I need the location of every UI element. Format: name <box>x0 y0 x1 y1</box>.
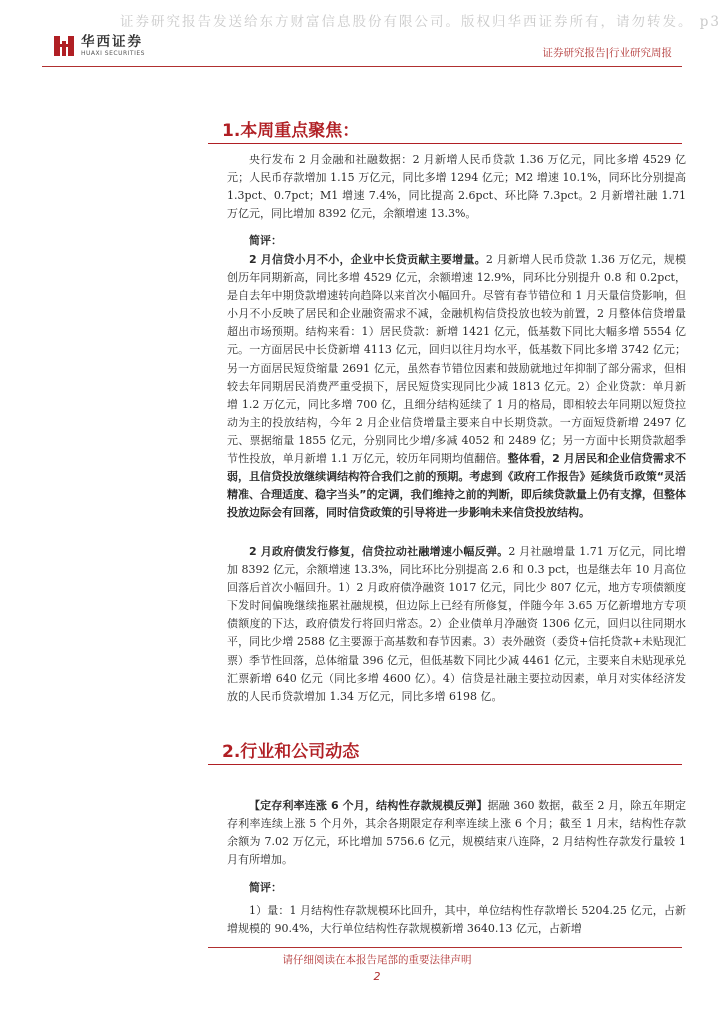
footer-divider <box>208 947 682 948</box>
section-1-title: 1.本周重点聚焦： <box>222 121 360 141</box>
header-divider <box>42 66 682 67</box>
section-1-rule <box>208 143 682 144</box>
company-logo <box>53 34 145 58</box>
paragraph-2-body: 2 月社融增量 1.71 万亿元，同比增加 8392 亿元，余额增速 13.3%，同比环比分别提高 2.6 和 0.3 pct，也是继去年 10 月高位回落后首次小幅回升。1）2 月政府债净融资 1017 亿元，同比少 807 亿元，地方专项债额度下发时间偏晚继续拖累社融规模，但边际上已经有所修复，伴随今年 3.65 万亿新增地方专项债额度的下达，政府债发行将回归常态。2）企业债单月净融资 1306 亿元，回归以往同期水平，同比少增 2588 亿主要源于高基数和春节因素。3）表外融资（委贷+信托贷款+未贴现汇票）季节性回落，总体缩量 396 亿元，但低基数下同比少减 4461 亿元，主要来自未贴现承兑汇票新增 640 亿元（同比多增 4600 亿）。4）信贷是社融主要拉动因素，单月对实体经济发放的人民币贷款增加 1.34 万亿元，同比多增 6198 亿。 <box>227 545 687 703</box>
watermark: 证券研究报告发送给东方财富信息股份有限公司。版权归华西证券所有，请勿转发。 p3 <box>120 14 722 30</box>
huaxi-logo-icon <box>53 35 75 57</box>
news-item <box>227 797 686 869</box>
section-1-paragraph-1 <box>227 251 686 522</box>
paragraph-1-body: 2 月新增人民币贷款 1.36 万亿元，规模创历年同期新高，同比多增 4529 亿元，余额增速 12.9%，同环比分别提升 0.8 和 0.2pct，是自去年中期贷款增速转向趋降以来首次小幅回升。尽管有春节错位和 1 月天量信贷影响，但小月不小反映了居民和企业融资需求不减，金融机构信贷投放也较为前置，2 月整体信贷增量超出市场预期。结构来看：1）居民贷款：新增 1421 亿元，低基数下同比大幅多增 5554 亿元。一方面居民中长贷新增 4113 亿元，回归以往月均水平，低基数下同比多增 3742 亿元；另一方面居民短贷缩量 2691 亿元，虽然春节错位因素和鼓励就地过年抑制了部分需求，但相较去年同期居民消费严重受损下，居民短贷实现同比少减 1813 亿元。2）企业贷款：单月新增 1.2 万亿元，同比多增 700 亿，且细分结构延续了 1 月的格局，即相较去年同期以短贷拉动为主的投放结构，今年 2 月企业信贷增量主要来自中长期贷款。一方面短贷新增 2497 亿元、票据缩量 1855 亿元，分别同比少增/多减 4052 和 2489 亿；另一方面中长期贷款超季节性投放，单月新增 1.1 万亿元，较历年同期均值翻倍。 <box>227 253 687 466</box>
report-type: 证券研究报告|行业研究周报 <box>542 47 672 59</box>
legal-notice: 请仔细阅读在本报告尾部的重要法律声明 <box>282 954 472 966</box>
logo-name-cn: 华西证券 <box>81 34 143 50</box>
news-body: 据融 360 数据，截至 2 月，除五年期定存利率连续上涨 5 个月外，其余各期限定存利率连续上涨 6 个月；截至 1 月末，结构性存款余额为 7.02 万亿元，环比增加 5756.6 亿元，规模结束八连降，2 月结构性存款发行量较 1 月有所增加。 <box>227 799 686 867</box>
section-2-title: 2.行业和公司动态 <box>222 742 360 762</box>
section-1-paragraph-2 <box>227 543 686 706</box>
comment-label-2: 简评： <box>249 881 282 894</box>
comment-label-1: 简评： <box>249 234 282 247</box>
section-1-intro: 央行发布 2 月金融和社融数据：2 月新增人民币贷款 1.36 万亿元，同比多增 4529 亿元；人民币存款增加 1.15 万亿元，同比多增 1294 亿元；M2 增速 10.1%，同环比分别提高 1.3pct、0.7pct；M1 增速 7.4%，同比提高 2.6pct、环比降 7.3pct。2 月新增社融 1.71 万亿元，同比增加 8392 亿元，余额增速 13.3%。 <box>227 153 686 221</box>
section-2-rule <box>208 764 682 765</box>
paragraph-2-lead: 2 月政府债发行修复，信贷拉动社融增速小幅反弹。 <box>249 545 509 558</box>
section-2-point-1: 1）量：1 月结构性存款规模环比回升，其中，单位结构性存款增长 5204.25 亿元，占新增规模的 90.4%，大行单位结构性存款规模新增 3640.13 亿元，占新增 <box>227 904 686 936</box>
page-number: 2 <box>373 970 381 983</box>
news-headline: 【定存利率连涨 6 个月，结构性存款规模反弹】 <box>249 799 488 812</box>
logo-name-en: HUAXI SECURITIES <box>81 50 145 57</box>
paragraph-1-conclusion: 整体看，2 月居民和企业信贷需求不弱，且信贷投放继续调结构符合我们之前的预期。考虑到《政府工作报告》延续货币政策“灵活精准、合理适度、稳字当头”的定调，我们维持之前的判断，即后续贷款量上仍有支撑，但整体投放边际会有回落，同时信贷政策的引导将进一步影响未来信贷投放结构。 <box>227 452 686 520</box>
paragraph-1-lead: 2 月信贷小月不小，企业中长贷贡献主要增量。 <box>249 253 486 266</box>
